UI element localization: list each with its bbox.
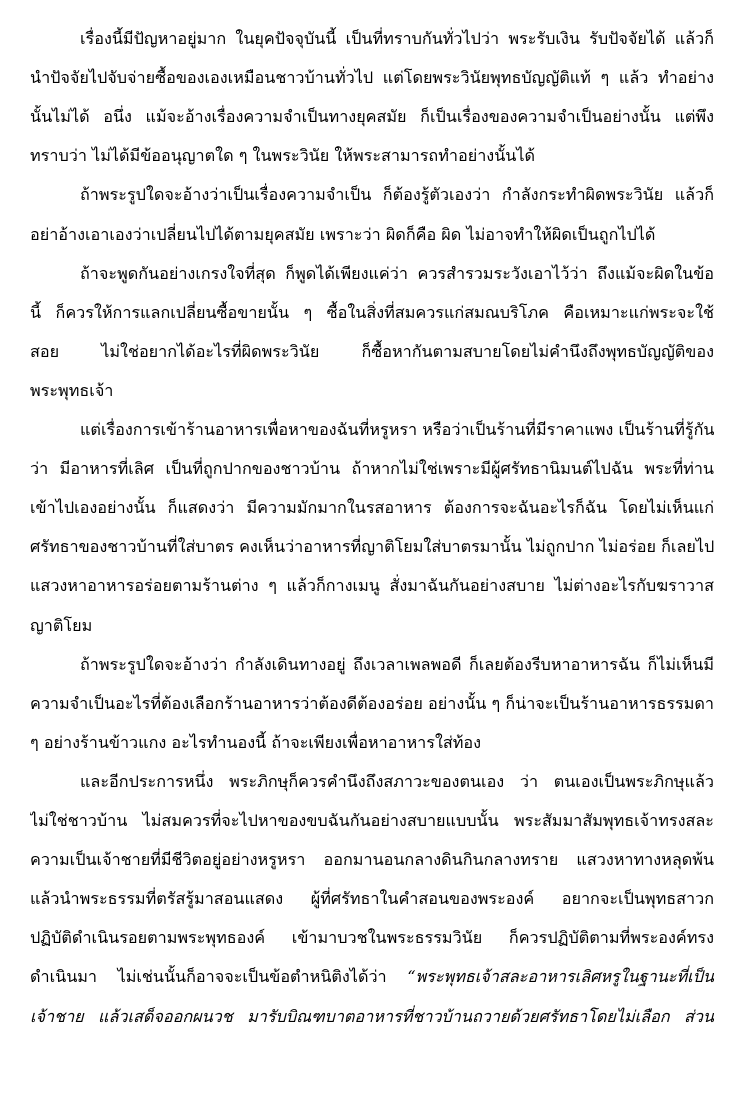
line-text: เข้าไปเองอย่างนั้น ก็แสดงว่า มีความมักมากในรสอาหาร ต้องการจะฉันอะไรก็ฉัน โดยไม่เห็นแก่ (30, 498, 714, 518)
text-line (30, 294, 714, 331)
line-text: ๆ อย่างร้านข้าวแกง อะไรทำนองนี้ ถ้าจะเพียงเพื่อหาอาหารใส่ท้อง (30, 732, 482, 752)
text-line (30, 685, 714, 722)
line-text: แต่เรื่องการเข้าร้านอาหารเพื่อหาของฉันที่หรูหรา หรือว่าเป็นร้านที่มีราคาแพง เป็นร้านที่รู้กัน (80, 420, 714, 439)
text-line (30, 372, 714, 409)
text-line (80, 763, 714, 800)
text-line (30, 998, 714, 1035)
line-text: ถ้าพระรูปใดจะอ้างว่า กำลังเดินทางอยู่ ถึงเวลาเพลพอดี ก็เลยต้องรีบหาอาหารฉัน ก็ไม่เห็นมี (80, 654, 714, 674)
quoted-text: “พระพุทธเจ้าสละอาหารเลิศหรูในฐานะที่เป็น (407, 967, 714, 987)
text-line (30, 919, 714, 956)
text-line (30, 567, 714, 604)
text-line (80, 255, 714, 292)
line-text: แล้วนำพระธรรมที่ตรัสรู้มาสอนแสดง ผู้ที่ศรัทธาในคำสอนของพระองค์ อยากจะเป็นพุทธสาวก (30, 889, 714, 909)
text-line (30, 958, 714, 995)
line-text: ปฏิบัติดำเนินรอยตามพระพุทธองค์ เข้ามาบวชในพระธรรมวินัย ก็ควรปฏิบัติตามที่พระองค์ทรง (30, 928, 714, 948)
line-text: สอย ไม่ใช่อยากได้อะไรที่ผิดพระวินัย ก็ซื้อหากันตามสบายโดยไม่คำนึงถึงพุทธบัญญัติของ (30, 341, 714, 361)
quoted-text: เจ้าชาย แล้วเสด็จออกผนวช มารับบิณฑบาตอาหารที่ชาวบ้านถวายด้วยศรัทธาโดยไม่เลือก ส่วน (30, 1006, 714, 1026)
line-text: แสวงหาอาหารอร่อยตามร้านต่าง ๆ แล้วก็กางเมนู สั่งมาฉันกันอย่างสบาย ไม่ต่างอะไรกับฆราวาส (30, 576, 714, 596)
line-text: นั้นไม่ได้ อนึ่ง แม้จะอ้างเรื่องความจำเป็นทางยุคสมัย ก็เป็นเรื่องของความจำเป็นอย่างนั้น แต่พึง (30, 107, 714, 127)
text-line (80, 646, 714, 683)
text-line (30, 333, 714, 370)
line-text: นำปัจจัยไปจับจ่ายซื้อของเองเหมือนชาวบ้านทั่วไป แต่โดยพระวินัยพุทธบัญญัติแท้ ๆ แล้ว ทำอย่าง (30, 68, 714, 88)
text-line (30, 724, 714, 761)
line-text: และอีกประการหนึ่ง พระภิกษุก็ควรคำนึงถึงสภาวะของตนเอง ว่า ตนเองเป็นพระภิกษุแล้ว (80, 771, 714, 791)
line-text: ทราบว่า ไม่ได้มีข้ออนุญาตใด ๆ ในพระวินัย ให้พระสามารถทำอย่างนั้นได้ (30, 146, 535, 166)
line-text: ไม่ใช่ชาวบ้าน ไม่สมควรที่จะไปหาของขบฉันกันอย่างสบายแบบนั้น พระสัมมาสัมพุทธเจ้าทรงสละ (30, 811, 714, 830)
text-line (30, 450, 714, 487)
text-line (30, 137, 714, 174)
line-text: ญาติโยม (30, 615, 93, 635)
text-line (30, 802, 714, 839)
text-line (30, 607, 714, 644)
line-text: ถ้าจะพูดกันอย่างเกรงใจที่สุด ก็พูดได้เพียงแค่ว่า ควรสำรวมระวังเอาไว้ว่า ถึงแม้จะผิดในข้อ (80, 263, 714, 283)
line-text: ความจำเป็นอะไรที่ต้องเลือกร้านอาหารว่าต้องดีต้องอร่อย อย่างนั้น ๆ ก็น่าจะเป็นร้านอาหารธรรมดา (30, 693, 714, 713)
text-line (80, 20, 714, 57)
line-text: ความเป็นเจ้าชายที่มีชีวิตอยู่อย่างหรูหรา ออกมานอนกลางดินกินกลางทราย แสวงหาทางหลุดพ้น (30, 850, 714, 870)
text-line (80, 176, 714, 213)
text-line (30, 59, 714, 96)
line-text: เรื่องนี้มีปัญหาอยู่มาก ในยุคปัจจุบันนี้ เป็นที่ทราบกันทั่วไปว่า พระรับเงิน รับปัจจัยได้ แล้วก็ (80, 29, 714, 48)
text-line (30, 98, 714, 135)
line-text: ว่า มีอาหารที่เลิศ เป็นที่ถูกปากของชาวบ้าน ถ้าหากไม่ใช่เพราะมีผู้ศรัทธานิมนต์ไปฉัน พระที่ท่าน (30, 459, 714, 479)
text-line (30, 216, 714, 253)
text-line (30, 528, 714, 565)
line-text: นี้ ก็ควรให้การแลกเปลี่ยนซื้อขายนั้น ๆ ซื้อในสิ่งที่สมควรแก่สมณบริโภค คือเหมาะแก่พระจะใช้ (30, 302, 714, 322)
text-line (80, 411, 714, 448)
text-line (30, 489, 714, 526)
line-text: อย่าอ้างเอาเองว่าเปลี่ยนไปได้ตามยุคสมัย เพราะว่า ผิดก็คือ ผิด ไม่อาจทำให้ผิดเป็นถูกไปได้ (30, 224, 656, 244)
line-text: ดำเนินมา ไม่เช่นนั้นก็อาจจะเป็นข้อตำหนิติงได้ว่า (30, 967, 408, 987)
line-text: ถ้าพระรูปใดจะอ้างว่าเป็นเรื่องความจำเป็น ก็ต้องรู้ตัวเองว่า กำลังกระทำผิดพระวินัย แล้วก็ (80, 185, 714, 205)
text-line (30, 880, 714, 917)
line-text: พระพุทธเจ้า (30, 380, 114, 400)
text-line (30, 841, 714, 878)
line-text: ศรัทธาของชาวบ้านที่ใส่บาตร คงเห็นว่าอาหารที่ญาติโยมใส่บาตรมานั้น ไม่ถูกปาก ไม่อร่อย ก็เลยไป (30, 537, 714, 557)
